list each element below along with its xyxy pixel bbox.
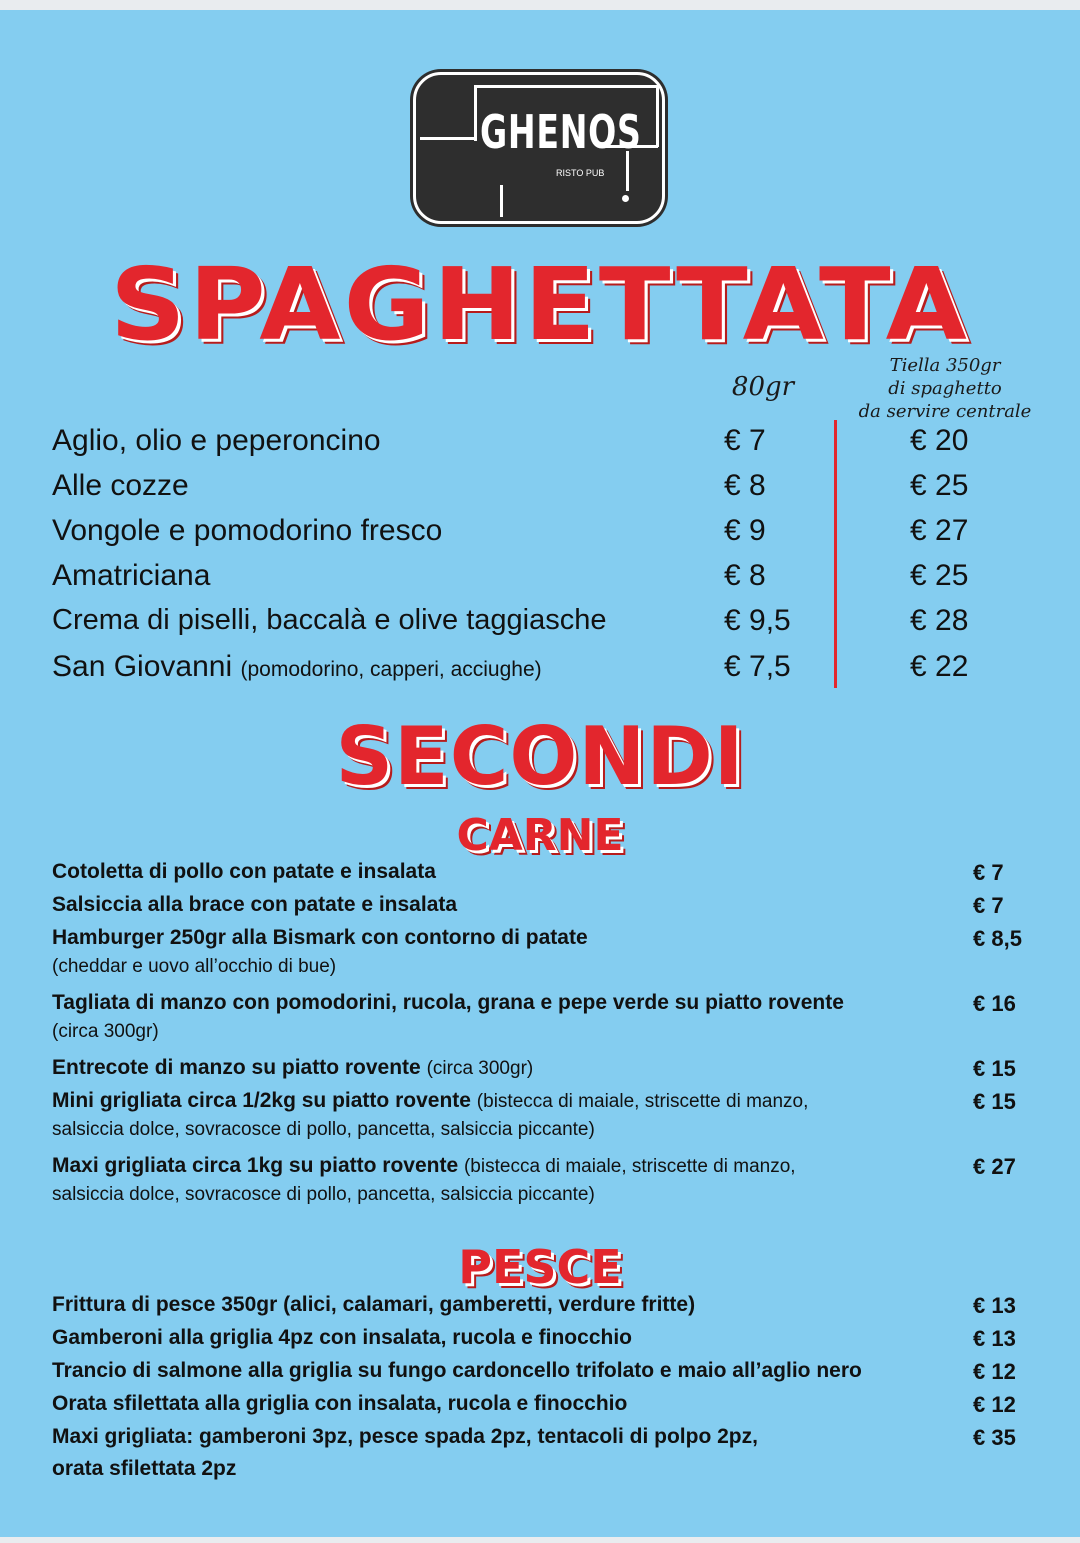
dish-price: € 13 bbox=[973, 1326, 1016, 1351]
dish-name: Frittura di pesce 350gr (alici, calamari, gamberetti, verdure fritte) bbox=[52, 1293, 696, 1316]
dish-detail: (bistecca di maiale, striscette di manzo, bbox=[463, 1156, 796, 1177]
dish-name-cont: orata sfilettata 2pz bbox=[52, 1457, 237, 1480]
dish-detail: (bistecca di maiale, striscette di manzo, bbox=[476, 1091, 809, 1112]
col-tiella-header: Tiella 350gr di spaghetto da servire centrale bbox=[858, 355, 1032, 422]
carne-item bbox=[52, 893, 457, 917]
pesce-item bbox=[52, 1326, 632, 1350]
price-tiella: € 22 bbox=[910, 650, 969, 683]
carne-title: CARNE bbox=[456, 810, 624, 861]
pesce-item bbox=[52, 1359, 862, 1383]
dish-detail: (circa 300gr) bbox=[426, 1058, 534, 1079]
dish-name: Entrecote di manzo su piatto rovente bbox=[52, 1056, 421, 1079]
dish-price: € 8,5 bbox=[973, 926, 1022, 951]
dish-detail: (circa 300gr) bbox=[52, 1021, 159, 1042]
dish-name: Aglio, olio e peperoncino bbox=[52, 424, 381, 457]
dish-detail: (pomodorino, capperi, acciughe) bbox=[240, 658, 542, 681]
dish-price: € 13 bbox=[973, 1293, 1016, 1318]
menu-page bbox=[0, 10, 1080, 1537]
dish-price: € 16 bbox=[973, 991, 1016, 1016]
price-tiella: € 25 bbox=[910, 559, 969, 592]
price-tiella: € 25 bbox=[910, 469, 969, 502]
price-80gr: € 8 bbox=[724, 469, 766, 502]
dish-detail: (cheddar e uovo all’occhio di bue) bbox=[52, 956, 337, 977]
price-tiella: € 20 bbox=[910, 424, 969, 457]
dish-name: Trancio di salmone alla griglia su fungo cardoncello trifolato e maio all’aglio nero bbox=[52, 1359, 862, 1382]
dish-price: € 15 bbox=[973, 1056, 1016, 1081]
dish-price: € 35 bbox=[973, 1425, 1016, 1450]
carne-item bbox=[52, 860, 436, 884]
spaghettata-title: SPAGHETTATA bbox=[109, 246, 970, 363]
price-80gr: € 8 bbox=[724, 559, 766, 592]
carne-item bbox=[52, 1089, 808, 1141]
dish-price: € 12 bbox=[973, 1392, 1016, 1417]
carne-item bbox=[52, 1056, 533, 1080]
dish-name: Amatriciana bbox=[52, 559, 211, 592]
dish-name: Alle cozze bbox=[52, 469, 189, 502]
dish-price: € 7 bbox=[973, 893, 1004, 918]
dish-detail-cont: salsiccia dolce, sovracosce di pollo, pancetta, salsiccia piccante) bbox=[52, 1119, 595, 1140]
ghenos-logo bbox=[413, 72, 665, 224]
logo-wordmark: GHENOS bbox=[480, 105, 642, 159]
carne-item bbox=[52, 926, 588, 978]
dish-name: Hamburger 250gr alla Bismark con contorno di patate bbox=[52, 926, 588, 949]
logo-tagline: RISTO PUB bbox=[556, 168, 605, 178]
pesce-item bbox=[52, 1293, 695, 1317]
carne-item bbox=[52, 1154, 796, 1206]
dish-name: Crema di piselli, baccalà e olive taggiasche bbox=[52, 604, 607, 636]
pesce-item bbox=[52, 1392, 627, 1416]
dish-name: Gamberoni alla griglia 4pz con insalata, rucola e finocchio bbox=[52, 1326, 632, 1349]
price-80gr: € 9,5 bbox=[724, 604, 791, 637]
price-column-divider bbox=[834, 420, 837, 688]
price-80gr: € 7 bbox=[724, 424, 766, 457]
dish-name: Cotoletta di pollo con patate e insalata bbox=[52, 860, 436, 883]
price-80gr: € 9 bbox=[724, 514, 766, 547]
dish-name: Maxi grigliata: gamberoni 3pz, pesce spada 2pz, tentacoli di polpo 2pz, bbox=[52, 1425, 758, 1448]
dish-price: € 7 bbox=[973, 860, 1004, 885]
dish-name: Tagliata di manzo con pomodorini, rucola, grana e pepe verde su piatto rovente bbox=[52, 991, 844, 1014]
dish-price: € 15 bbox=[973, 1089, 1016, 1114]
dish-name: Salsiccia alla brace con patate e insalata bbox=[52, 893, 458, 916]
price-tiella: € 27 bbox=[910, 514, 969, 547]
dish-price: € 12 bbox=[973, 1359, 1016, 1384]
pesce-item bbox=[52, 1425, 758, 1481]
dish-name: Orata sfilettata alla griglia con insalata, rucola e finocchio bbox=[52, 1392, 628, 1415]
price-80gr: € 7,5 bbox=[724, 650, 791, 683]
dish-name: Vongole e pomodorino fresco bbox=[52, 514, 443, 547]
secondi-title: SECONDI bbox=[335, 710, 745, 803]
dish-detail-cont: salsiccia dolce, sovracosce di pollo, pancetta, salsiccia piccante) bbox=[52, 1184, 595, 1205]
price-tiella: € 28 bbox=[910, 604, 969, 637]
carne-item bbox=[52, 991, 844, 1043]
dish-name: Mini grigliata circa 1/2kg su piatto rovente bbox=[52, 1089, 471, 1112]
col-80gr-header: 80gr bbox=[731, 372, 795, 402]
dish-name: San Giovanni (pomodorino, capperi, acciughe) bbox=[52, 650, 542, 683]
dish-name: Maxi grigliata circa 1kg su piatto rovente bbox=[52, 1154, 459, 1177]
pesce-title: PESCE bbox=[458, 1240, 622, 1294]
dish-price: € 27 bbox=[973, 1154, 1016, 1179]
